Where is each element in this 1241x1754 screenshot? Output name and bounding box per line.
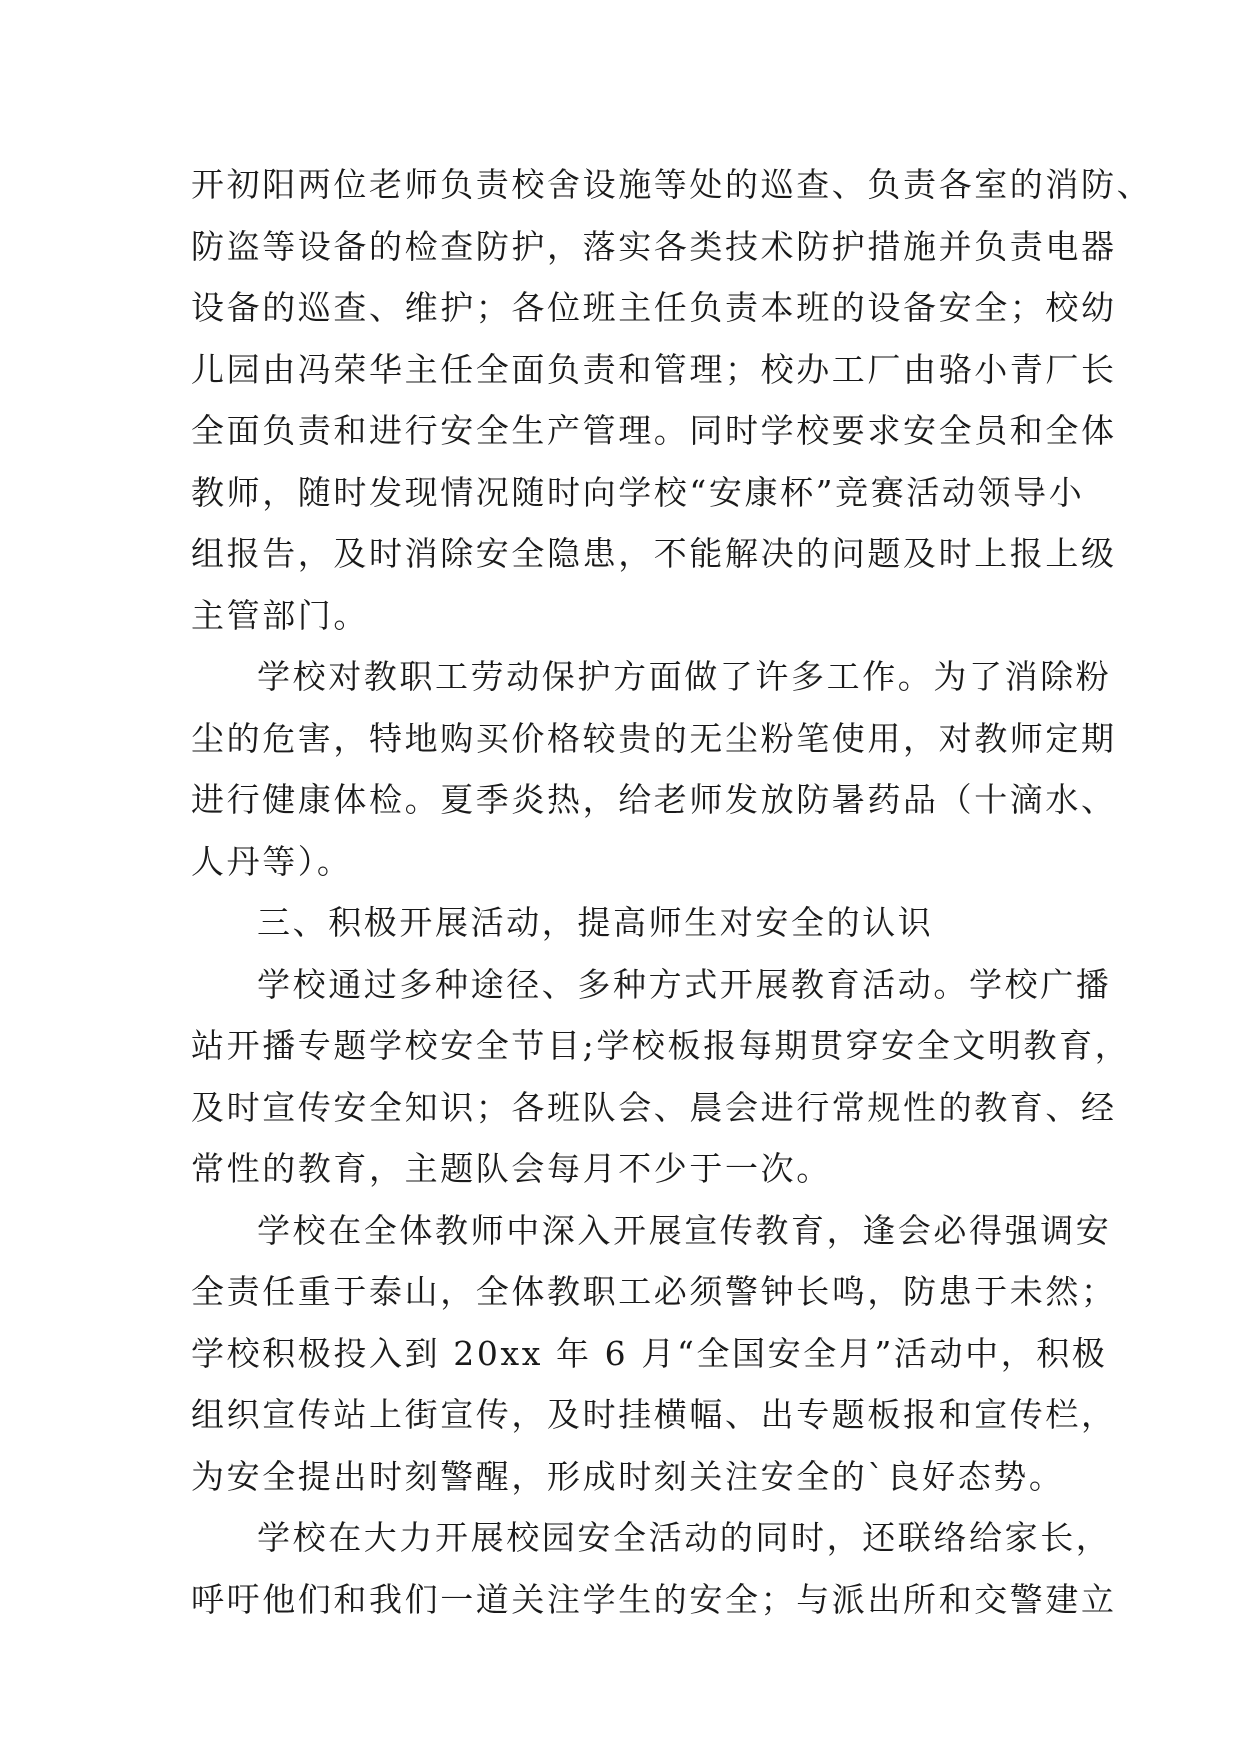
document-body (191, 163, 1153, 1639)
text-line: 及时宣传安全知识；各班队会、晨会进行常规性的教育、经 (191, 1087, 1117, 1127)
text-line: 开初阳两位老师负责校舍设施等处的巡查、负责各室的消防、 (191, 165, 1153, 204)
text-line: 站开播专题学校安全节目;学校板报每期贯穿安全文明教育， (191, 1026, 1131, 1065)
text-line: 教师，随时发现情况随时向学校“安康杯”竞赛活动领导小 (191, 472, 1085, 512)
text-line: 呼吁他们和我们一道关注学生的安全；与派出所和交警建立 (191, 1579, 1117, 1619)
text-line: 进行健康体检。夏季炎热，给老师发放防暑药品（十滴水、 (191, 780, 1117, 819)
text-line: 常性的教育，主题队会每月不少于一次。 (191, 1149, 832, 1188)
text-line: 设备的巡查、维护；各位班主任负责本班的设备安全；校幼 (191, 288, 1117, 327)
text-line: 儿园由冯荣华主任全面负责和管理；校办工厂由骆小青厂长 (191, 349, 1117, 389)
text-line: 学校对教职工劳动保护方面做了许多工作。为了消除粉 (257, 657, 1112, 696)
text-line: 人丹等）。 (191, 841, 353, 881)
text-line: 为安全提出时刻警醒，形成时刻关注安全的`良好态势。 (191, 1456, 1065, 1496)
text-line: 学校在大力开展校园安全活动的同时，还联络给家长， (257, 1518, 1112, 1557)
text-line: 全责任重于泰山，全体教职工必须警钟长鸣，防患于未然； (191, 1272, 1117, 1311)
text-line: 组织宣传站上街宣传，及时挂横幅、出专题板报和宣传栏， (191, 1395, 1117, 1434)
text-line: 学校在全体教师中深入开展宣传教育，逢会必得强调安 (257, 1210, 1112, 1250)
text-line: 学校积极投入到 20xx 年 6 月“全国安全月”活动中，积极 (191, 1333, 1108, 1373)
text-line: 尘的危害，特地购买价格较贵的无尘粉笔使用，对教师定期 (191, 718, 1117, 758)
text-line: 三、积极开展活动，提高师生对安全的认识 (257, 903, 934, 942)
text-line: 主管部门。 (191, 595, 369, 635)
text-line: 全面负责和进行安全生产管理。同时学校要求安全员和全体 (191, 411, 1117, 450)
text-line: 学校通过多种途径、多种方式开展教育活动。学校广播 (257, 964, 1112, 1004)
text-line: 防盗等设备的检查防护，落实各类技术防护措施并负责电器 (191, 226, 1117, 266)
text-line: 组报告，及时消除安全隐患，不能解决的问题及时上报上级 (191, 534, 1117, 573)
